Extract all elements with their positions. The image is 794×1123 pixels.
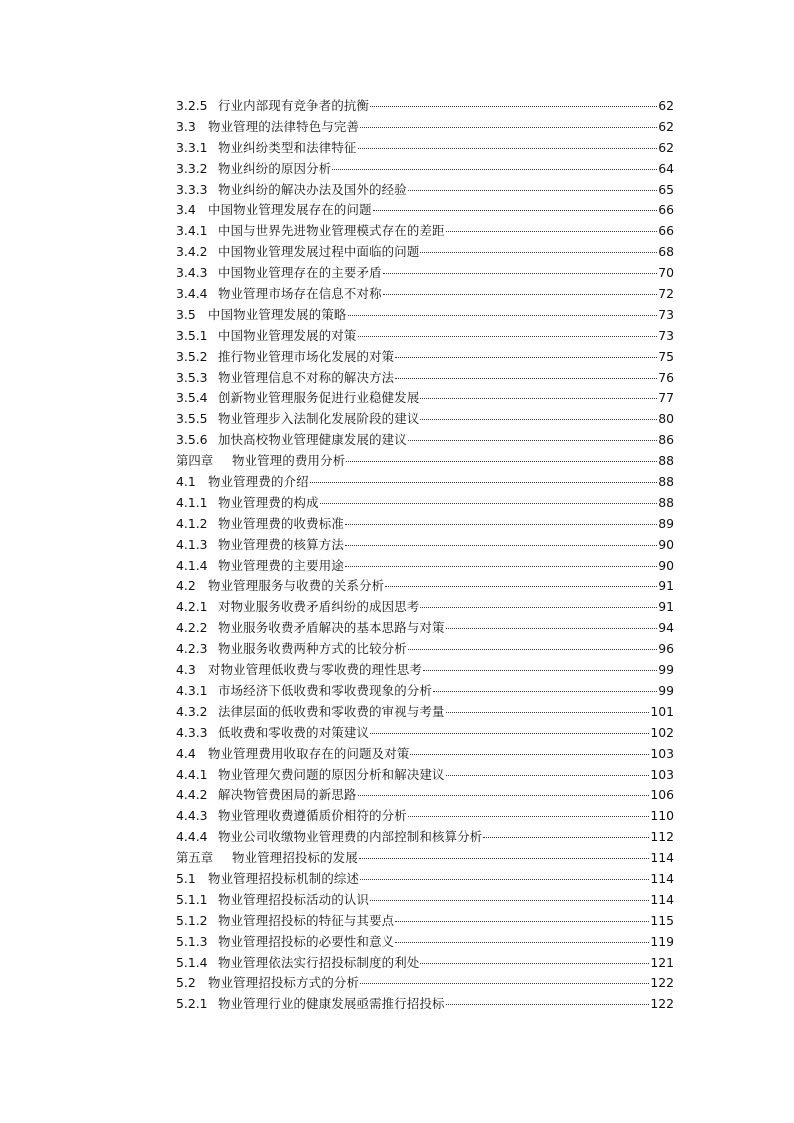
dot-leader bbox=[420, 963, 649, 964]
toc-entry-number: 4.2 bbox=[176, 578, 196, 594]
dot-leader bbox=[360, 879, 649, 880]
toc-entry-page-number: 121 bbox=[650, 954, 674, 970]
toc-entry-page-number: 75 bbox=[658, 348, 674, 364]
toc-entry[interactable] bbox=[176, 451, 674, 472]
dot-leader bbox=[332, 169, 657, 170]
toc-entry[interactable] bbox=[176, 388, 674, 409]
toc-entry-number: 3.2.5 bbox=[176, 98, 208, 113]
dot-leader bbox=[446, 1004, 650, 1005]
toc-entry[interactable] bbox=[176, 200, 674, 221]
toc-entry-number: 4.2.1 bbox=[176, 599, 208, 615]
toc-entry-title: 中国物业管理存在的主要矛盾 bbox=[218, 265, 382, 281]
toc-entry[interactable] bbox=[176, 597, 674, 618]
toc-entry-title: 解决物管费困局的新思路 bbox=[218, 787, 357, 803]
toc-entry-title: 物业服务收费两种方式的比较分析 bbox=[218, 641, 407, 657]
toc-entry-title: 低收费和零收费的对策建议 bbox=[218, 724, 370, 740]
toc-entry-page-number: 88 bbox=[658, 474, 674, 490]
toc-entry-title: 创新物业管理服务促进行业稳健发展 bbox=[218, 390, 420, 406]
toc-entry-page-number: 64 bbox=[658, 160, 674, 176]
toc-entry[interactable] bbox=[176, 117, 674, 138]
toc-entry-title: 物业管理招投标的必要性和意义 bbox=[218, 933, 395, 949]
toc-entry[interactable] bbox=[176, 702, 674, 723]
toc-entry-number: 4.1.1 bbox=[176, 494, 208, 510]
toc-entry-number: 4.1.2 bbox=[176, 515, 208, 531]
toc-entry-number: 5.1 bbox=[176, 870, 196, 886]
toc-entry-page-number: 65 bbox=[658, 181, 674, 197]
toc-entry-title: 物业管理的法律特色与完善 bbox=[208, 118, 360, 134]
toc-entry-title: 物业管理依法实行招投标制度的利处 bbox=[218, 954, 420, 970]
toc-entry-number: 4.4.1 bbox=[176, 766, 208, 782]
toc-entry-page-number: 110 bbox=[650, 808, 674, 824]
toc-entry-number: 4.1.4 bbox=[176, 557, 208, 573]
toc-entry-number: 3.4.3 bbox=[176, 265, 208, 281]
toc-entry-page-number: 106 bbox=[650, 787, 674, 803]
toc-entry[interactable] bbox=[176, 765, 674, 786]
toc-entry-title: 物业管理信息不对称的解决方法 bbox=[218, 369, 395, 385]
dot-leader bbox=[423, 670, 657, 671]
dot-leader bbox=[420, 252, 657, 253]
toc-entry-title: 推行物业管理市场化发展的对策 bbox=[218, 348, 395, 364]
toc-entry-title: 物业纠纷的原因分析 bbox=[218, 160, 332, 176]
toc-entry-page-number: 80 bbox=[658, 411, 674, 427]
toc-entry[interactable] bbox=[176, 848, 674, 869]
toc-entry-number: 3.5.3 bbox=[176, 369, 208, 385]
toc-entry-number: 3.3.3 bbox=[176, 181, 208, 197]
dot-leader bbox=[446, 628, 658, 629]
toc-entry-number: 第五章 bbox=[176, 850, 214, 866]
toc-entry[interactable] bbox=[176, 535, 674, 556]
dot-leader bbox=[348, 315, 658, 316]
toc-entry-title: 对物业管理低收费与零收费的理性思考 bbox=[208, 662, 423, 678]
toc-entry-number: 4.4.2 bbox=[176, 787, 208, 803]
toc-entry[interactable] bbox=[176, 409, 674, 430]
toc-entry-title: 法律层面的低收费和零收费的审视与考量 bbox=[218, 703, 445, 719]
toc-entry-title: 中国物业管理发展存在的问题 bbox=[208, 202, 372, 218]
dot-leader bbox=[346, 461, 657, 462]
toc-entry-number: 3.3 bbox=[176, 118, 196, 134]
toc-entry-number: 4.4.3 bbox=[176, 808, 208, 824]
toc-entry[interactable] bbox=[176, 180, 674, 201]
dot-leader bbox=[373, 210, 658, 211]
toc-entry[interactable] bbox=[176, 890, 674, 911]
toc-entry-number: 4.2.3 bbox=[176, 641, 208, 657]
toc-entry-title: 中国物业管理发展过程中面临的问题 bbox=[218, 244, 420, 260]
toc-entry-page-number: 62 bbox=[658, 98, 674, 113]
toc-entry-title: 中国物业管理发展的对策 bbox=[218, 327, 357, 343]
toc-entry[interactable] bbox=[176, 994, 674, 1015]
toc-entry[interactable] bbox=[176, 242, 674, 263]
toc-entry-number: 4.3.1 bbox=[176, 682, 208, 698]
toc-entry-title: 物业管理招投标的发展 bbox=[232, 850, 358, 866]
toc-entry-title: 物业管理费的构成 bbox=[218, 494, 319, 510]
toc-entry-number: 4.3 bbox=[176, 662, 196, 678]
toc-entry-page-number: 70 bbox=[658, 265, 674, 281]
toc-entry[interactable] bbox=[176, 96, 674, 117]
dot-leader bbox=[410, 754, 649, 755]
toc-entry-page-number: 96 bbox=[658, 641, 674, 657]
dot-leader bbox=[358, 336, 658, 337]
dot-leader bbox=[395, 921, 649, 922]
toc-entry-title: 物业管理步入法制化发展阶段的建议 bbox=[218, 411, 420, 427]
dot-leader bbox=[345, 524, 657, 525]
toc-entry-page-number: 115 bbox=[650, 912, 674, 928]
toc-entry-number: 5.1.3 bbox=[176, 933, 208, 949]
toc-entry-page-number: 114 bbox=[650, 891, 674, 907]
dot-leader bbox=[370, 106, 657, 107]
toc-entry-page-number: 114 bbox=[650, 850, 674, 866]
toc-entry-number: 5.2 bbox=[176, 975, 196, 991]
dot-leader bbox=[358, 795, 650, 796]
toc-entry-page-number: 68 bbox=[658, 244, 674, 260]
toc-entry-number: 3.5.4 bbox=[176, 390, 208, 406]
toc-entry-page-number: 73 bbox=[658, 327, 674, 343]
toc-entry-page-number: 94 bbox=[658, 620, 674, 636]
toc-entry-page-number: 77 bbox=[658, 390, 674, 406]
dot-leader bbox=[408, 649, 657, 650]
toc-entry-number: 3.4.1 bbox=[176, 223, 208, 239]
toc-entry-number: 3.4 bbox=[176, 202, 196, 218]
dot-leader bbox=[320, 503, 657, 504]
toc-entry-page-number: 122 bbox=[650, 996, 674, 1012]
dot-leader bbox=[446, 231, 658, 232]
toc-entry[interactable] bbox=[176, 723, 674, 744]
toc-entry-page-number: 91 bbox=[658, 599, 674, 615]
toc-entry[interactable] bbox=[176, 869, 674, 890]
toc-entry-page-number: 103 bbox=[650, 766, 674, 782]
toc-entry-page-number: 90 bbox=[658, 557, 674, 573]
toc-entry-number: 5.1.2 bbox=[176, 912, 208, 928]
toc-entry-title: 中国物业管理发展的策略 bbox=[208, 306, 347, 322]
toc-entry-page-number: 112 bbox=[650, 829, 674, 845]
toc-entry[interactable] bbox=[176, 263, 674, 284]
toc-entry-number: 3.5.2 bbox=[176, 348, 208, 364]
toc-entry-title: 物业管理费的主要用途 bbox=[218, 557, 344, 573]
dot-leader bbox=[408, 440, 657, 441]
dot-leader bbox=[395, 357, 657, 358]
toc-entry-number: 4.4 bbox=[176, 745, 196, 761]
toc-entry-page-number: 88 bbox=[658, 494, 674, 510]
toc-entry-title: 行业内部现有竞争者的抗衡 bbox=[218, 98, 370, 113]
toc-entry-title: 物业管理招投标的特征与其要点 bbox=[218, 912, 395, 928]
toc-entry[interactable] bbox=[176, 221, 674, 242]
table-of-contents bbox=[176, 96, 674, 1015]
toc-entry-page-number: 90 bbox=[658, 536, 674, 552]
toc-entry-number: 3.3.1 bbox=[176, 139, 208, 155]
dot-leader bbox=[408, 190, 657, 191]
toc-entry-page-number: 73 bbox=[658, 306, 674, 322]
toc-entry[interactable] bbox=[176, 785, 674, 806]
toc-entry[interactable] bbox=[176, 493, 674, 514]
toc-entry-title: 对物业服务收费矛盾纠纷的成因思考 bbox=[218, 599, 420, 615]
dot-leader bbox=[370, 900, 649, 901]
toc-entry-title: 物业管理费的核算方法 bbox=[218, 536, 344, 552]
toc-entry-number: 第四章 bbox=[176, 453, 214, 469]
toc-entry-page-number: 62 bbox=[658, 139, 674, 155]
dot-leader bbox=[420, 419, 657, 420]
toc-entry[interactable] bbox=[176, 681, 674, 702]
toc-entry-number: 4.1.3 bbox=[176, 536, 208, 552]
dot-leader bbox=[395, 378, 657, 379]
toc-entry[interactable] bbox=[176, 744, 674, 765]
toc-entry[interactable] bbox=[176, 347, 674, 368]
toc-entry-title: 物业纠纷的解决办法及国外的经验 bbox=[218, 181, 407, 197]
toc-entry[interactable] bbox=[176, 284, 674, 305]
dot-leader bbox=[310, 482, 657, 483]
toc-entry-number: 3.3.2 bbox=[176, 160, 208, 176]
toc-entry-page-number: 62 bbox=[658, 118, 674, 134]
toc-entry-page-number: 88 bbox=[658, 453, 674, 469]
toc-entry-number: 4.1 bbox=[176, 474, 196, 490]
dot-leader bbox=[360, 127, 657, 128]
dot-leader bbox=[345, 545, 657, 546]
toc-entry-page-number: 101 bbox=[650, 703, 674, 719]
toc-entry[interactable] bbox=[176, 911, 674, 932]
toc-entry-page-number: 66 bbox=[658, 202, 674, 218]
toc-entry-page-number: 72 bbox=[658, 286, 674, 302]
toc-entry-number: 3.5.6 bbox=[176, 432, 208, 448]
dot-leader bbox=[446, 712, 650, 713]
toc-entry[interactable] bbox=[176, 514, 674, 535]
toc-entry-number: 3.5.5 bbox=[176, 411, 208, 427]
toc-entry-number: 3.5.1 bbox=[176, 327, 208, 343]
dot-leader bbox=[385, 586, 657, 587]
toc-entry[interactable] bbox=[176, 660, 674, 681]
toc-entry-title: 物业管理费用收取存在的问题及对策 bbox=[208, 745, 410, 761]
toc-entry[interactable] bbox=[176, 932, 674, 953]
dot-leader bbox=[408, 816, 649, 817]
dot-leader bbox=[360, 983, 649, 984]
toc-entry-number: 5.1.1 bbox=[176, 891, 208, 907]
toc-entry[interactable] bbox=[176, 159, 674, 180]
toc-entry-title: 加快高校物业管理健康发展的建议 bbox=[218, 432, 407, 448]
toc-entry-title: 物业公司收缴物业管理费的内部控制和核算分析 bbox=[218, 829, 483, 845]
dot-leader bbox=[446, 775, 650, 776]
toc-entry-page-number: 66 bbox=[658, 223, 674, 239]
toc-entry-number: 4.4.4 bbox=[176, 829, 208, 845]
dot-leader bbox=[370, 733, 649, 734]
dot-leader bbox=[383, 294, 658, 295]
toc-entry-title: 物业管理的费用分析 bbox=[232, 453, 346, 469]
dot-leader bbox=[383, 273, 658, 274]
toc-entry-title: 物业服务收费矛盾解决的基本思路与对策 bbox=[218, 620, 445, 636]
toc-entry-title: 物业纠纷类型和法律特征 bbox=[218, 139, 357, 155]
toc-entry-title: 市场经济下低收费和零收费现象的分析 bbox=[218, 682, 433, 698]
toc-entry-page-number: 91 bbox=[658, 578, 674, 594]
toc-entry-number: 4.3.3 bbox=[176, 724, 208, 740]
toc-entry-page-number: 89 bbox=[658, 515, 674, 531]
toc-entry-page-number: 114 bbox=[650, 870, 674, 886]
toc-entry-title: 物业管理招投标活动的认识 bbox=[218, 891, 370, 907]
toc-entry-title: 物业管理欠费问题的原因分析和解决建议 bbox=[218, 766, 445, 782]
toc-entry-title: 物业管理市场存在信息不对称 bbox=[218, 286, 382, 302]
toc-entry-page-number: 103 bbox=[650, 745, 674, 761]
dot-leader bbox=[395, 942, 649, 943]
toc-entry-page-number: 86 bbox=[658, 432, 674, 448]
toc-entry-title: 物业管理收费遵循质价相符的分析 bbox=[218, 808, 407, 824]
toc-entry[interactable] bbox=[176, 430, 674, 451]
toc-entry-number: 5.1.4 bbox=[176, 954, 208, 970]
toc-entry[interactable] bbox=[176, 806, 674, 827]
dot-leader bbox=[483, 837, 649, 838]
toc-entry-number: 3.5 bbox=[176, 306, 196, 322]
toc-entry[interactable] bbox=[176, 368, 674, 389]
toc-entry[interactable] bbox=[176, 305, 674, 326]
dot-leader bbox=[358, 148, 658, 149]
toc-entry-page-number: 99 bbox=[658, 682, 674, 698]
toc-entry[interactable] bbox=[176, 326, 674, 347]
toc-entry[interactable] bbox=[176, 827, 674, 848]
toc-entry-number: 5.2.1 bbox=[176, 996, 208, 1012]
toc-entry[interactable] bbox=[176, 556, 674, 577]
toc-entry-title: 物业管理招投标方式的分析 bbox=[208, 975, 360, 991]
dot-leader bbox=[433, 691, 657, 692]
toc-entry-number: 3.4.2 bbox=[176, 244, 208, 260]
toc-entry-number: 4.3.2 bbox=[176, 703, 208, 719]
dot-leader bbox=[359, 858, 649, 859]
toc-entry[interactable] bbox=[176, 973, 674, 994]
toc-entry[interactable] bbox=[176, 576, 674, 597]
toc-entry-page-number: 122 bbox=[650, 975, 674, 991]
toc-entry-title: 中国与世界先进物业管理模式存在的差距 bbox=[218, 223, 445, 239]
toc-entry-title: 物业管理招投标机制的综述 bbox=[208, 870, 360, 886]
toc-entry-number: 3.4.4 bbox=[176, 286, 208, 302]
toc-entry-page-number: 102 bbox=[650, 724, 674, 740]
dot-leader bbox=[420, 607, 657, 608]
toc-entry[interactable] bbox=[176, 953, 674, 974]
toc-entry-page-number: 76 bbox=[658, 369, 674, 385]
toc-entry-title: 物业管理费的收费标准 bbox=[218, 515, 344, 531]
toc-entry[interactable] bbox=[176, 618, 674, 639]
toc-entry-page-number: 119 bbox=[650, 933, 674, 949]
dot-leader bbox=[420, 398, 657, 399]
dot-leader bbox=[345, 566, 657, 567]
toc-entry[interactable] bbox=[176, 472, 674, 493]
toc-entry-title: 物业管理费的介绍 bbox=[208, 474, 309, 490]
toc-entry[interactable] bbox=[176, 138, 674, 159]
toc-entry-number: 4.2.2 bbox=[176, 620, 208, 636]
toc-entry-title: 物业管理服务与收费的关系分析 bbox=[208, 578, 385, 594]
toc-entry-title: 物业管理行业的健康发展亟需推行招投标 bbox=[218, 996, 445, 1012]
toc-entry[interactable] bbox=[176, 639, 674, 660]
toc-entry-page-number: 99 bbox=[658, 662, 674, 678]
